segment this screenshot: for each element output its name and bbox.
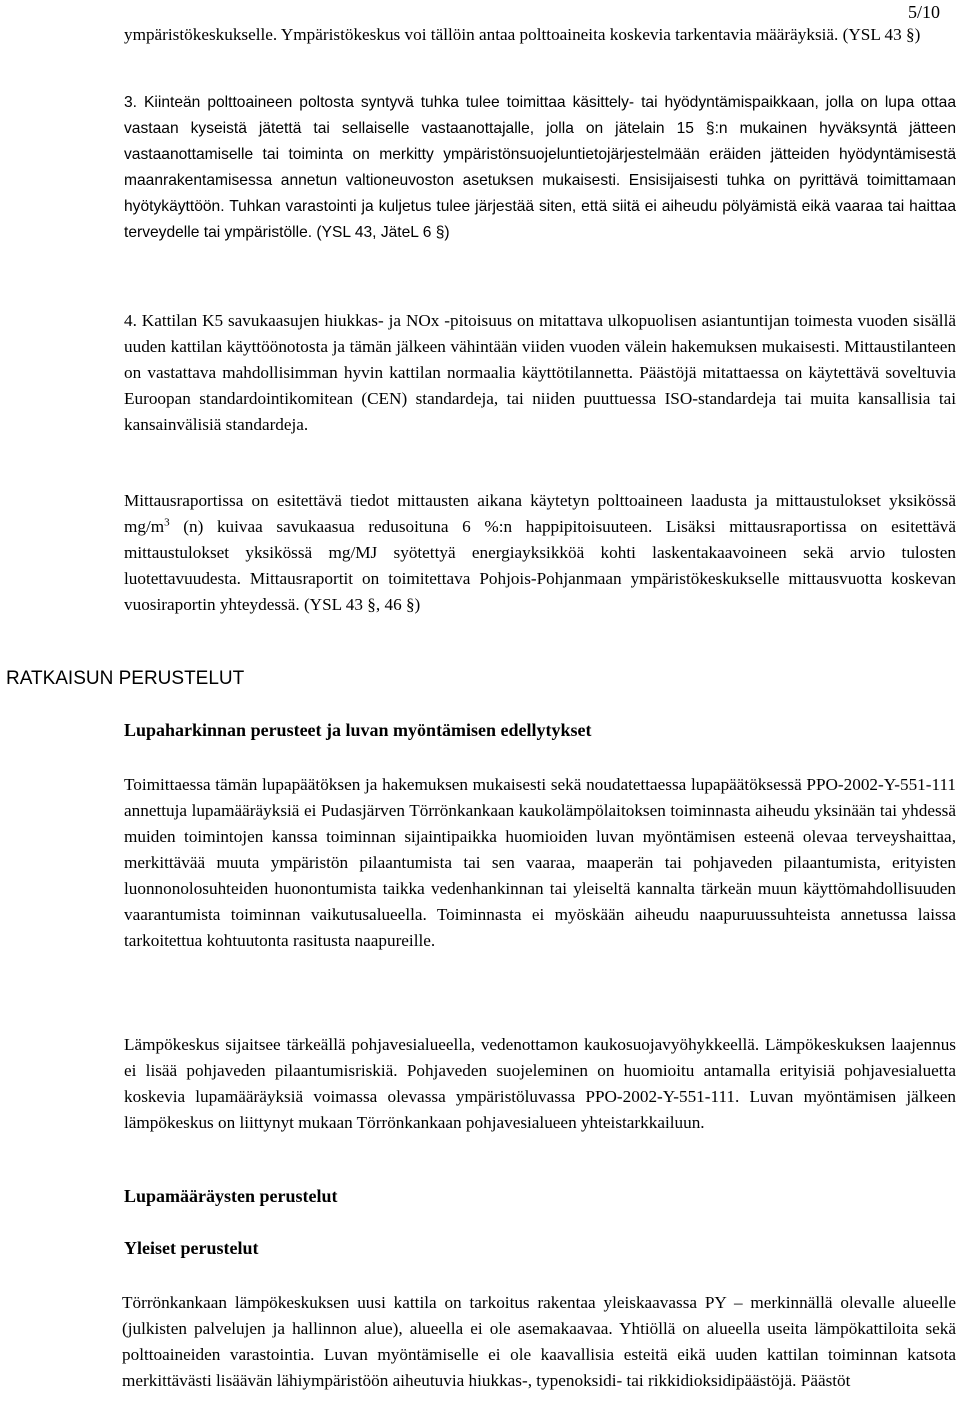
paragraph-permit-grounds: Toimittaessa tämän lupapäätöksen ja hakemuksen mukaisesti sekä noudatettaessa lupapäätöksessä PPO-2002-Y-551-111 annettuja lupamääräyksiä ei Pudasjärven Törrönkankaan kaukolämpölaitoksen toiminnasta aiheudu yksinään tai yhdessä muiden toimintojen kanssa toiminnan sijaintipaikka huomioiden luvan myöntämisen esteenä olevaa terveyshaittaa, merkittävää muuta ympäristön pilaantumista tai sen vaaraa, maaperän tai pohjaveden pilaantumista, erityisten luonnonolosuhteiden huonontumista taikka vedenhankinnan tai yleiseltä kannalta tärkeän muun käyttömahdollisuuden vaarantumista toiminnan vaikutusalueella. Toiminnasta ei myöskään aiheudu naapuruussuhteista annetussa laissa tarkoitettua kohtuutonta rasitusta naapureille. xyxy=(124,775,956,950)
heading-general-grounds: Yleiset perustelut xyxy=(124,1238,259,1258)
paragraph-condition-3: 3. Kiinteän polttoaineen poltosta syntyvä tuhka tulee toimittaa käsittely- tai hyödyntämispaikkaan, jolla on lupa ottaa vastaan kyseistä jätettä tai sellaiselle vastaanottajalle, jolla on jätelain 15 §:n mukainen hyväksyntä jätteen vastaanottamiselle tai toiminta on merkitty ympäristönsuojeluntietojärjestelmään eräiden jätteiden hyödyntämisestä maanrakentamisessa annetun valtioneuvoston asetuksen mukaisesti. Ensisijaisesti tuhka on pyrittävä toimittamaan hyötykäyttöön. Tuhkan varastointi ja kuljetus tulee järjestää siten, että siitä ei aiheudu pölyämistä eikä vaaraa tai haittaa terveydelle tai ympäristölle. (YSL 43, JäteL 6 §) xyxy=(124,94,956,241)
section-title: RATKAISUN PERUSTELUT xyxy=(6,668,245,689)
superscript-3: 3 xyxy=(164,516,170,529)
measurement-report-text-b: (n) kuivaa savukaasua redusoituna 6 %:n happipitoisuuteen. Lisäksi mittausraportissa on esitettävä mittaustulokset yksikössä mg/MJ syötettyä energiayksikköä kohti laskentakaavoineen sekä arvio tulosten luotettavuudesta. Mittausraportit on toimitettava Pohjois-Pohjanmaan ympäristökeskukselle mittausvuotta koskevan vuosiraportin yhteydessä. (YSL 43 §, 46 §) xyxy=(124,517,956,614)
paragraph-continuation: ympäristökeskukselle. Ympäristökeskus voi tällöin antaa polttoaineita koskevia tarkentavia määräyksiä. (YSL 43 §) xyxy=(124,25,921,44)
paragraph-groundwater: Lämpökeskus sijaitsee tärkeällä pohjavesialueella, vedenottamon kaukosuojavyöhykkeellä. Lämpökeskuksen laajennus ei lisää pohjaveden pilaantumisriskiä. Pohjaveden suojeleminen on huomioitu antamalla erityisiä pohjavesialuetta koskevia lupamääräyksiä voimassa olevassa ympäristöluvassa PPO-2002-Y-551-111. Luvan myöntämisen jälkeen lämpökeskus on liittynyt mukaan Törrönkankaan pohjavesialueen yhteistarkkailuun. xyxy=(124,1035,956,1132)
paragraph-measurement-report xyxy=(124,488,956,618)
paragraph-condition-4: 4. Kattilan K5 savukaasujen hiukkas- ja NOx -pitoisuus on mitattava ulkopuolisen asiantuntijan toimesta vuoden sisällä uuden kattilan käyttöönotosta ja tämän jälkeen vähintään viiden vuoden välein hakemuksen mukaisesti. Mittaustilanteen on vastattava mahdollisimman hyvin kattilan normaalia käyttötilannetta. Päästöjä mitattaessa on käytettävä soveltuvia Euroopan standardointikomitean (CEN) standardeja, tai niiden puuttuessa ISO-standardeja tai muita kansallisia tai kansainvälisiä standardeja. xyxy=(124,311,956,434)
paragraph-general-grounds: Törrönkankaan lämpökeskuksen uusi kattila on tarkoitus rakentaa yleiskaavassa PY – merkinnällä olevalle alueelle (julkisten palvelujen ja hallinnon alue), alueella ei ole asemakaavaa. Yhtiöllä on alueella useita lämpökattiloita sekä polttoaineiden varastointia. Luvan myöntämiselle ei ole kaavallisia esteitä eikä uuden kattilan toiminnan katsota merkittävästi lisäävän lähiympäristöön aiheutuvia hiukkas-, typenoksidi- tai rikkidioksidipäästöjä. Päästöt xyxy=(122,1293,956,1390)
measurement-report-text-a: Mittausraportissa on esitettävä tiedot mittausten aikana käytetyn polttoaineen laadusta ja mittaustulokset yksikössä mg/m xyxy=(124,491,956,536)
page-number: 5/10 xyxy=(908,2,941,22)
heading-permit-grounds: Lupaharkinnan perusteet ja luvan myöntämisen edellytykset xyxy=(124,720,592,740)
heading-condition-grounds: Lupamääräysten perustelut xyxy=(124,1186,338,1206)
